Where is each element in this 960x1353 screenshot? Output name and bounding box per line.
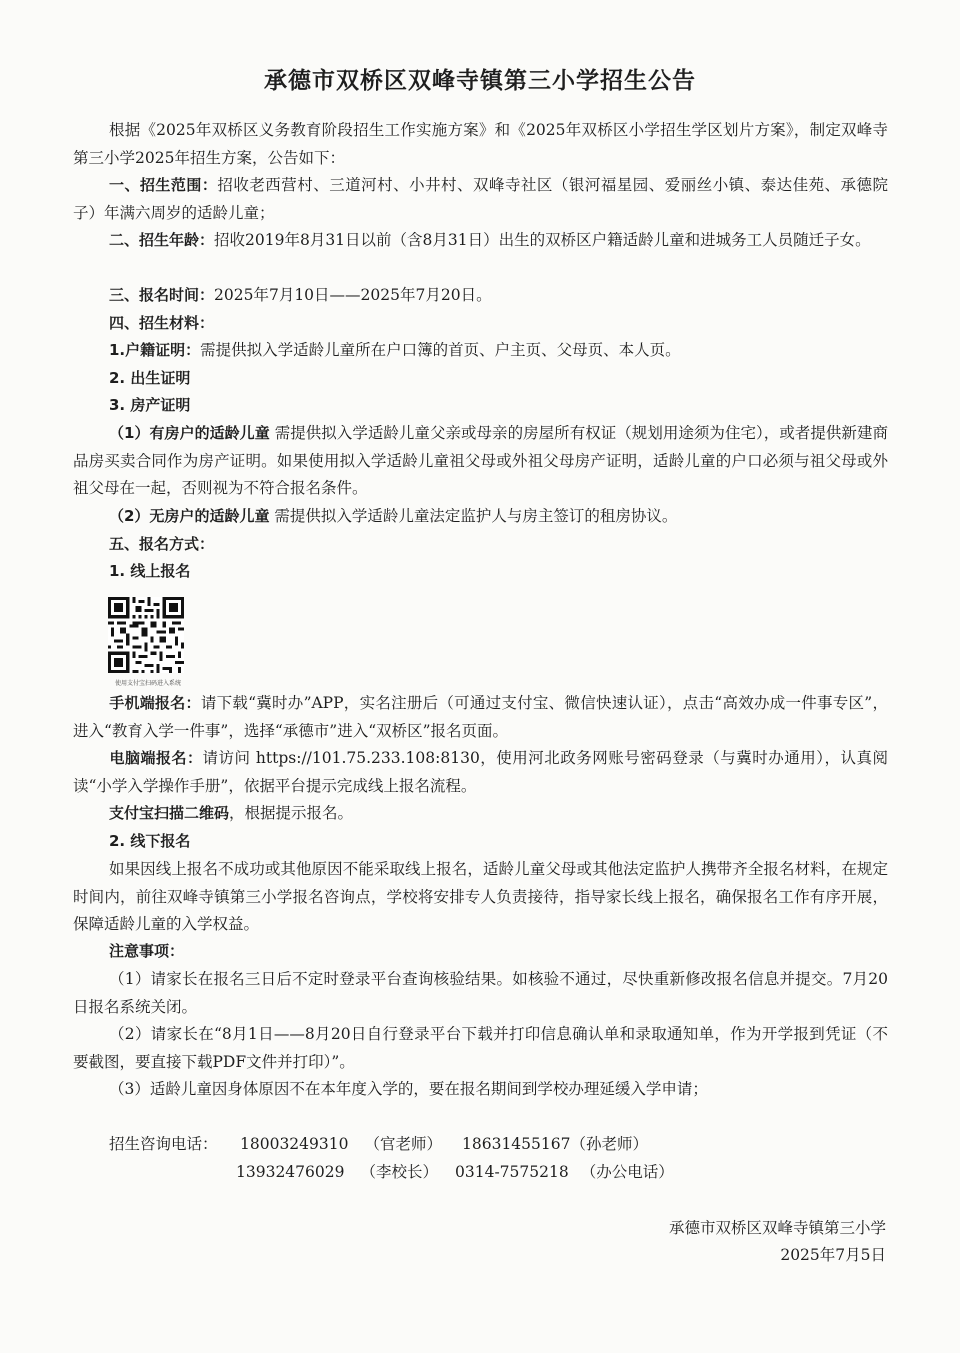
method-heading: 五、报名方式： [109,535,215,553]
owner-text: 需提供拟入学适龄儿童父亲或母亲的房屋所有权证（规划用途须为住宅），或者提供新建商品房买卖合同作为房产证明。如果使用拟入学适龄儿童祖父母或外祖父母房产证明，适龄儿童的户口必须与祖父母或外祖父母在一起，否则视为不符合报名条件。 [73,424,888,497]
section-scope [73,172,888,227]
renter-label: （2）无房户的适龄儿童 [109,507,270,525]
page-title: 承德市双桥区双峰寺镇第三小学招生公告 [264,68,696,94]
contact-phone: 18003249310 （官老师） [240,1135,442,1153]
intro-paragraph: 根据《2025年双桥区义务教育阶段招生工作实施方案》和《2025年双桥区小学招生学区划片方案》，制定双峰寺第三小学2025年招生方案，公告如下： [73,121,888,167]
materials-item-household [73,337,888,365]
owner-label: （1）有房户的适龄儿童 [109,424,270,442]
contact-phone: 13932476029 （李校长） [236,1163,438,1181]
materials-item-birth: 2. 出生证明 [109,369,191,387]
contact-label: 招生咨询电话： [109,1135,218,1153]
offline-paragraph: 如果因线上报名不成功或其他原因不能采取线上报名，适龄儿童父母或其他法定监护人携带齐全报名材料，在规定时间内，前往双峰寺镇第三小学报名咨询点，学校将安排专人负责接待，指导家长线上报名，确保报名工作有序开展，保障适龄儿童的入学权益。 [73,860,888,933]
note-2: （2）请家长在“8月1日——8月20日自行登录平台下载并打印信息确认单和录取通知单，作为开学报到凭证（不要截图，要直接下载PDF文件并打印）”。 [73,1025,888,1071]
pc-registration-paragraph [73,745,888,800]
age-label: 二、招生年龄： [109,231,215,249]
materials-heading: 四、招生材料： [109,314,215,332]
mobile-label: 手机端报名： [109,694,201,712]
scope-label: 一、招生范围： [109,176,218,194]
contact-phone: 18631455167（孙老师） [462,1135,648,1153]
household-text: 需提供拟入学适龄儿童所在户口簿的首页、户主页、父母页、本人页。 [200,341,681,359]
section-age [73,227,888,255]
note-3: （3）适龄儿童因身体原因不在本年度入学的，要在报名期间到学校办理延缓入学申请； [109,1080,708,1098]
pc-label: 电脑端报名： [109,749,203,767]
household-label: 1.户籍证明： [109,341,201,359]
qr-code-image[interactable] [108,597,184,673]
property-renter-paragraph [73,503,888,531]
contact-phone: 0314-7575218 （办公电话） [455,1163,674,1181]
time-label: 三、报名时间： [109,286,215,304]
qr-caption: 使用支付宝扫码进入系统 [114,680,181,687]
alipay-text: ，根据提示报名。 [229,804,354,822]
offline-heading: 2. 线下报名 [109,832,191,850]
mobile-text: 请下载“冀时办”APP，实名注册后（可通过支付宝、微信快速认证），点击“高效办成一件事专区”，进入“教育入学一件事”，选择“承德市”进入“双桥区”报名页面。 [73,694,888,740]
signature-date: 2025年7月5日 [780,1246,886,1264]
pc-text: 请访问 https://101.75.233.108:8130，使用河北政务网账号密码登录（与冀时办通用），认真阅读“小学入学操作手册”，依据平台提示完成线上报名流程。 [73,749,888,795]
property-owner-paragraph [73,420,888,503]
note-1: （1）请家长在报名三日后不定时登录平台查询核验结果。如核验不通过，尽快重新修改报名信息并提交。7月20日报名系统关闭。 [73,970,888,1016]
signature-org: 承德市双桥区双峰寺镇第三小学 [668,1219,886,1237]
mobile-registration-paragraph [73,690,888,745]
age-text: 招收2019年8月31日以前（含8月31日）出生的双桥区户籍适龄儿童和进城务工人员随迁子女。 [214,231,871,249]
time-text: 2025年7月10日——2025年7月20日。 [214,286,492,304]
online-heading: 1. 线上报名 [109,562,191,580]
scope-text: 招收老西营村、三道河村、小井村、双峰寺社区（银河福星园、爱丽丝小镇、泰达佳苑、承德院子）年满六周岁的适龄儿童； [73,176,888,222]
alipay-paragraph [73,800,888,828]
alipay-label: 支付宝扫描二维码 [109,804,230,822]
notes-heading: 注意事项： [109,942,185,960]
section-time [73,282,888,310]
qr-code-block[interactable] [108,597,188,687]
renter-text: 需提供拟入学适龄儿童法定监护人与房主签订的租房协议。 [269,507,678,525]
materials-item-property: 3. 房产证明 [109,396,191,414]
